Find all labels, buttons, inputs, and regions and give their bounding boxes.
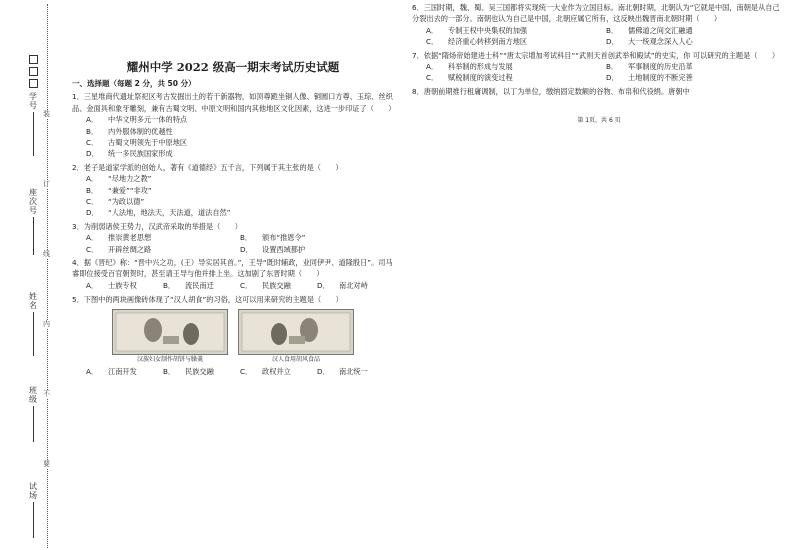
question-stem: 1．三星堆商代遗址祭祀区考古发掘出土的若干新器物，如顶尊跪坐铜人像、铜圆口方尊、玉琮、丝织品、金面具和象牙雕刻，兼有古蜀文明、中原文明和国内其他地区文化因素，这进一步印证了（ ） xyxy=(72,92,396,113)
answer-option[interactable] xyxy=(163,366,240,378)
option-row xyxy=(72,280,394,292)
option-row xyxy=(412,61,786,72)
option-row xyxy=(412,36,786,47)
checkbox[interactable] xyxy=(29,79,38,88)
question-stem: 7．依据“隋炀帝始建进士科”“唐太宗增加考试科目”“武则天首创武举和殿试”的史实，你 可以研究的主题是（ ） xyxy=(412,50,780,60)
option-text: 土地制度的不断完善 xyxy=(628,73,693,83)
binding-margin xyxy=(0,0,62,550)
option-text: 科举制的形成与发展 xyxy=(448,62,513,71)
option-key: C． xyxy=(86,244,99,254)
answer-option[interactable] xyxy=(317,280,394,292)
figure-caption: 汉人食用胡风食品 xyxy=(271,356,320,364)
option-text: 中华文明多元一体的特点 xyxy=(108,115,188,125)
option-text: 流民南迁 xyxy=(185,280,214,290)
question-stem: 2．老子是道家学派的创始人，著有《道德经》五千言，下列属于其主张的是（ ） xyxy=(72,162,343,172)
question-list-right xyxy=(412,2,786,97)
answer-option[interactable] xyxy=(163,280,240,292)
option-key: A． xyxy=(86,174,99,184)
answer-option[interactable] xyxy=(72,137,394,148)
option-row xyxy=(72,366,394,378)
option-key: B． xyxy=(86,185,99,195)
question xyxy=(72,162,394,219)
question-stem: 4．据《晋纪》称：“晋中兴之功，(王）导实居其首。”，王导“既时辅政，业同伊尹、道隆殷日”。司马睿即位接受百官朝贺时，甚至请王导与他并排上坐。这加剧了东晋时期（ ） xyxy=(72,257,393,279)
question xyxy=(72,221,394,255)
answer-option[interactable] xyxy=(606,36,786,47)
question xyxy=(72,91,394,159)
option-key: D． xyxy=(606,37,619,47)
answer-option[interactable] xyxy=(240,280,317,292)
answer-option[interactable] xyxy=(72,114,394,125)
question xyxy=(412,50,786,84)
answer-option[interactable] xyxy=(240,244,394,255)
checkbox-group xyxy=(26,52,40,91)
option-text: 颁布“推恩令” xyxy=(262,233,306,243)
option-text: 儒佛道之间交汇融通 xyxy=(628,25,693,35)
cut-mark: 订 xyxy=(43,180,50,188)
option-key: D． xyxy=(606,73,619,83)
option-key: C． xyxy=(86,138,99,147)
cut-mark: 线 xyxy=(43,250,50,258)
answer-option[interactable] xyxy=(86,232,240,243)
figure-row xyxy=(72,309,394,364)
option-text: 民族交融 xyxy=(262,280,291,290)
answer-option[interactable] xyxy=(240,366,317,378)
figure-caption: 汉族妇女制作胡饼与臊羹 xyxy=(136,356,203,364)
answer-option[interactable] xyxy=(72,148,394,159)
option-text: 经济重心转移到南方地区 xyxy=(448,37,528,47)
option-key: D． xyxy=(317,367,330,377)
exam-title: 耀州中学 2022 级高一期末考试历史试题 xyxy=(126,60,340,74)
seat-number-label: 座次号 xyxy=(26,188,40,255)
option-key: B． xyxy=(240,233,253,243)
option-text: “尽地力之教” xyxy=(108,174,152,184)
section-heading: 一、选择题（每题 2 分，共 50 分） xyxy=(72,79,196,88)
answer-option[interactable] xyxy=(426,25,606,36)
option-text: 民族交融 xyxy=(185,367,214,377)
option-key: A． xyxy=(86,280,99,290)
answer-option[interactable] xyxy=(72,185,394,196)
option-text: “人法地，地法天，天法道，道法自然” xyxy=(108,208,231,218)
option-key: D． xyxy=(317,280,330,290)
right-column xyxy=(412,0,786,127)
answer-option[interactable] xyxy=(86,366,163,378)
name-label: 姓名 xyxy=(26,292,40,356)
option-key: C． xyxy=(240,367,253,377)
brick-image-figure xyxy=(238,309,354,364)
option-text: 江南开发 xyxy=(108,367,137,377)
option-key: C． xyxy=(86,196,99,206)
option-text: 推崇黄老思想 xyxy=(108,233,152,243)
checkbox[interactable] xyxy=(29,67,38,76)
option-key: C． xyxy=(426,73,439,83)
question xyxy=(72,294,394,378)
option-text: 士族专权 xyxy=(108,280,137,290)
option-text: 设置西域都护 xyxy=(262,244,306,254)
option-text: 南北对峙 xyxy=(339,280,368,290)
option-text: 统一多民族国家形成 xyxy=(108,149,173,159)
answer-option[interactable] xyxy=(72,207,394,218)
question xyxy=(72,257,394,292)
answer-option[interactable] xyxy=(426,72,606,83)
option-key: B． xyxy=(606,62,619,71)
option-key: A． xyxy=(86,367,99,377)
option-key: B． xyxy=(163,280,176,290)
option-key: B． xyxy=(606,25,619,35)
question-stem: 8．唐朝前期推行租庸调制，以丁为单位，缴纳固定数额的谷物、布帛和代役绢。唐朝中 xyxy=(412,86,690,96)
option-text: 军事制度的历史沿革 xyxy=(628,62,693,71)
question-stem: 5．下图中的两块画像砖体现了“汉人胡食”的习俗，这可以用来研究的主题是（ ） xyxy=(72,294,343,304)
answer-option[interactable] xyxy=(317,366,394,378)
page-footer: 第 1页，共 6 页 xyxy=(577,117,621,125)
answer-option[interactable] xyxy=(86,280,163,292)
option-row xyxy=(72,244,394,255)
brick-relief-image xyxy=(112,309,228,355)
left-column xyxy=(72,0,394,378)
option-text: 赋税制度的演变过程 xyxy=(448,73,513,83)
option-row xyxy=(412,25,786,36)
brick-relief-image xyxy=(238,309,354,355)
option-key: A． xyxy=(426,62,439,71)
answer-option[interactable] xyxy=(240,232,394,243)
answer-option[interactable] xyxy=(426,61,606,72)
answer-option[interactable] xyxy=(606,61,786,72)
option-key: C． xyxy=(240,280,253,290)
option-key: D． xyxy=(86,149,99,159)
option-text: “兼爱”“非攻” xyxy=(108,185,152,195)
option-key: D． xyxy=(86,208,99,218)
question xyxy=(412,2,786,48)
answer-option[interactable] xyxy=(426,36,606,47)
option-key: B． xyxy=(86,126,99,136)
answer-option[interactable] xyxy=(606,25,786,36)
question xyxy=(412,86,786,97)
option-row xyxy=(72,232,394,243)
option-key: A． xyxy=(86,115,99,125)
option-key: A． xyxy=(86,233,99,243)
student-id-label: 学号 xyxy=(26,92,40,156)
answer-option[interactable] xyxy=(72,173,394,184)
cut-mark: 不 xyxy=(43,390,50,398)
checkbox[interactable] xyxy=(29,55,38,64)
answer-option[interactable] xyxy=(72,126,394,137)
option-key: B． xyxy=(163,367,176,377)
question-stem: 3．为削弱诸侯王势力，汉武帝采取的举措是（ ） xyxy=(72,221,242,231)
option-text: 古蜀文明领先于中原地区 xyxy=(108,138,188,147)
option-row xyxy=(412,72,786,83)
class-label: 班级 xyxy=(26,386,40,442)
exam-room-label: 试场 xyxy=(26,482,40,538)
option-text: 南北统一 xyxy=(339,367,368,377)
option-text: 大一统观念深入人心 xyxy=(628,37,693,47)
option-key: D． xyxy=(240,244,253,254)
answer-option[interactable] xyxy=(606,72,786,83)
answer-option[interactable] xyxy=(72,196,394,207)
option-text: 专制王权中央集权的加强 xyxy=(448,25,528,35)
question-list-left xyxy=(72,91,394,378)
cut-mark: 要 xyxy=(43,460,50,468)
cut-mark: 装 xyxy=(43,110,50,118)
option-text: 内外服体制的优越性 xyxy=(108,126,173,136)
option-key: A． xyxy=(426,25,439,35)
cut-mark: 内 xyxy=(43,320,50,328)
option-text: 开辟丝绸之路 xyxy=(108,244,152,254)
option-key: C． xyxy=(426,37,439,47)
option-text: “为政以德” xyxy=(108,196,145,206)
question-stem: 6．三国时期，魏、蜀、吴三国都将实现统一大业作为立国目标。南北朝时期，北朝认为“它就是中国，南朝是从自己分裂出去的一部分。南朝也认为自己是中国，北朝应属它所有，这反映出魏晋南北朝时期（ ） xyxy=(412,3,780,24)
answer-option[interactable] xyxy=(86,244,240,255)
brick-image-figure xyxy=(112,309,228,364)
option-text: 政权并立 xyxy=(262,367,291,377)
